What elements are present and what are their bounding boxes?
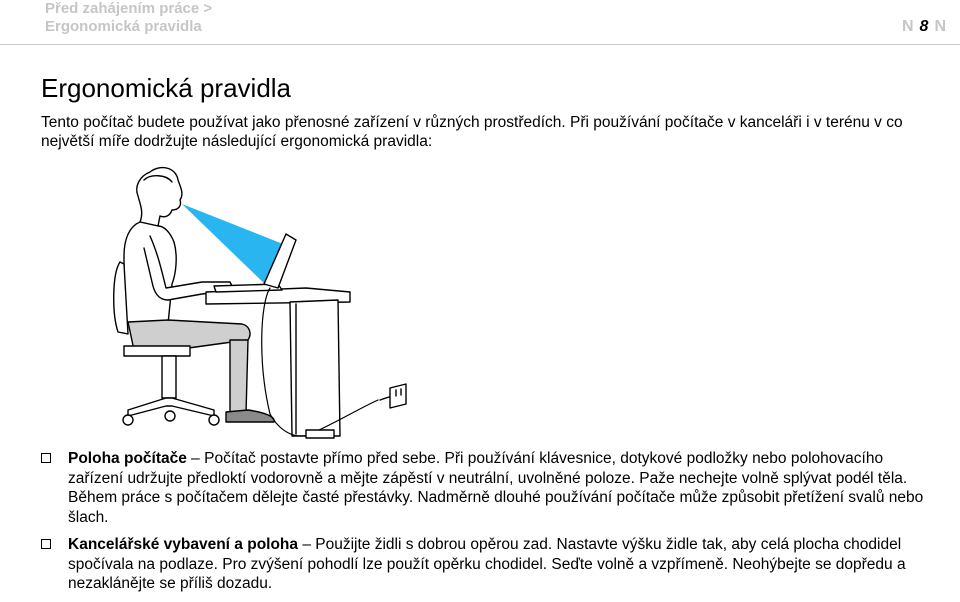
guideline-text: – Použijte židli s dobrou opěrou zad. Nastavte výšku židle tak, aby celá plocha chodidel spočívala na podlaze. Pro zvýšení pohodlí lze použít opěrku chodidel. Seďte volně a vzpřímeně. Neohýbejte se dopředu a nezaklánějte se příliš dozadu. — [68, 536, 906, 592]
foot — [226, 410, 274, 422]
breadcrumb-current[interactable]: Ergonomická pravidla — [45, 18, 202, 35]
breadcrumb-parent-link[interactable]: Před zahájením práce > — [45, 0, 213, 17]
checkbox-bullet-icon — [41, 539, 51, 549]
guideline-item — [41, 449, 931, 527]
page-number: 8 — [919, 18, 929, 35]
page-title: Ergonomická pravidla — [41, 73, 292, 103]
header-divider — [0, 44, 960, 45]
guideline-list — [41, 449, 931, 602]
lower-leg — [230, 340, 248, 414]
desk-leg — [290, 300, 340, 436]
guideline-item — [41, 535, 931, 594]
chair-stem — [162, 356, 176, 398]
guideline-title: Kancelářské vybavení a poloha — [68, 536, 299, 553]
checkbox-bullet-icon — [41, 453, 51, 463]
guideline-text: – Počítač postavte přímo před sebe. Při používání klávesnice, dotykové podložky nebo polohovacího zařízení udržujte předloktí vodorovně a mějte zápěstí v neutrální, uvolněné poloze. Paže nechejte volně splývat podél těla. Během práce s počítačem dělejte časté přestávky. Nadměrně dlouhé používání počítače může způsobit přetížení svalů nebo šlach. — [68, 450, 924, 526]
previous-page-button[interactable]: N — [901, 18, 914, 35]
guideline-title: Poloha počítače — [68, 450, 187, 467]
page-header — [0, 0, 960, 45]
power-adapter — [306, 430, 334, 438]
intro-paragraph: Tento počítač budete používat jako přenosné zařízení v různých prostředích. Při používání počítače v kanceláři i v terénu v co největší míře dodržujte následující ergonomická pravidla: — [41, 114, 903, 150]
wall-outlet — [390, 384, 406, 408]
page-navigation — [902, 18, 946, 36]
ergonomic-posture-illustration — [110, 164, 430, 444]
chair-seat — [124, 346, 190, 356]
next-page-button[interactable]: N — [934, 18, 946, 35]
